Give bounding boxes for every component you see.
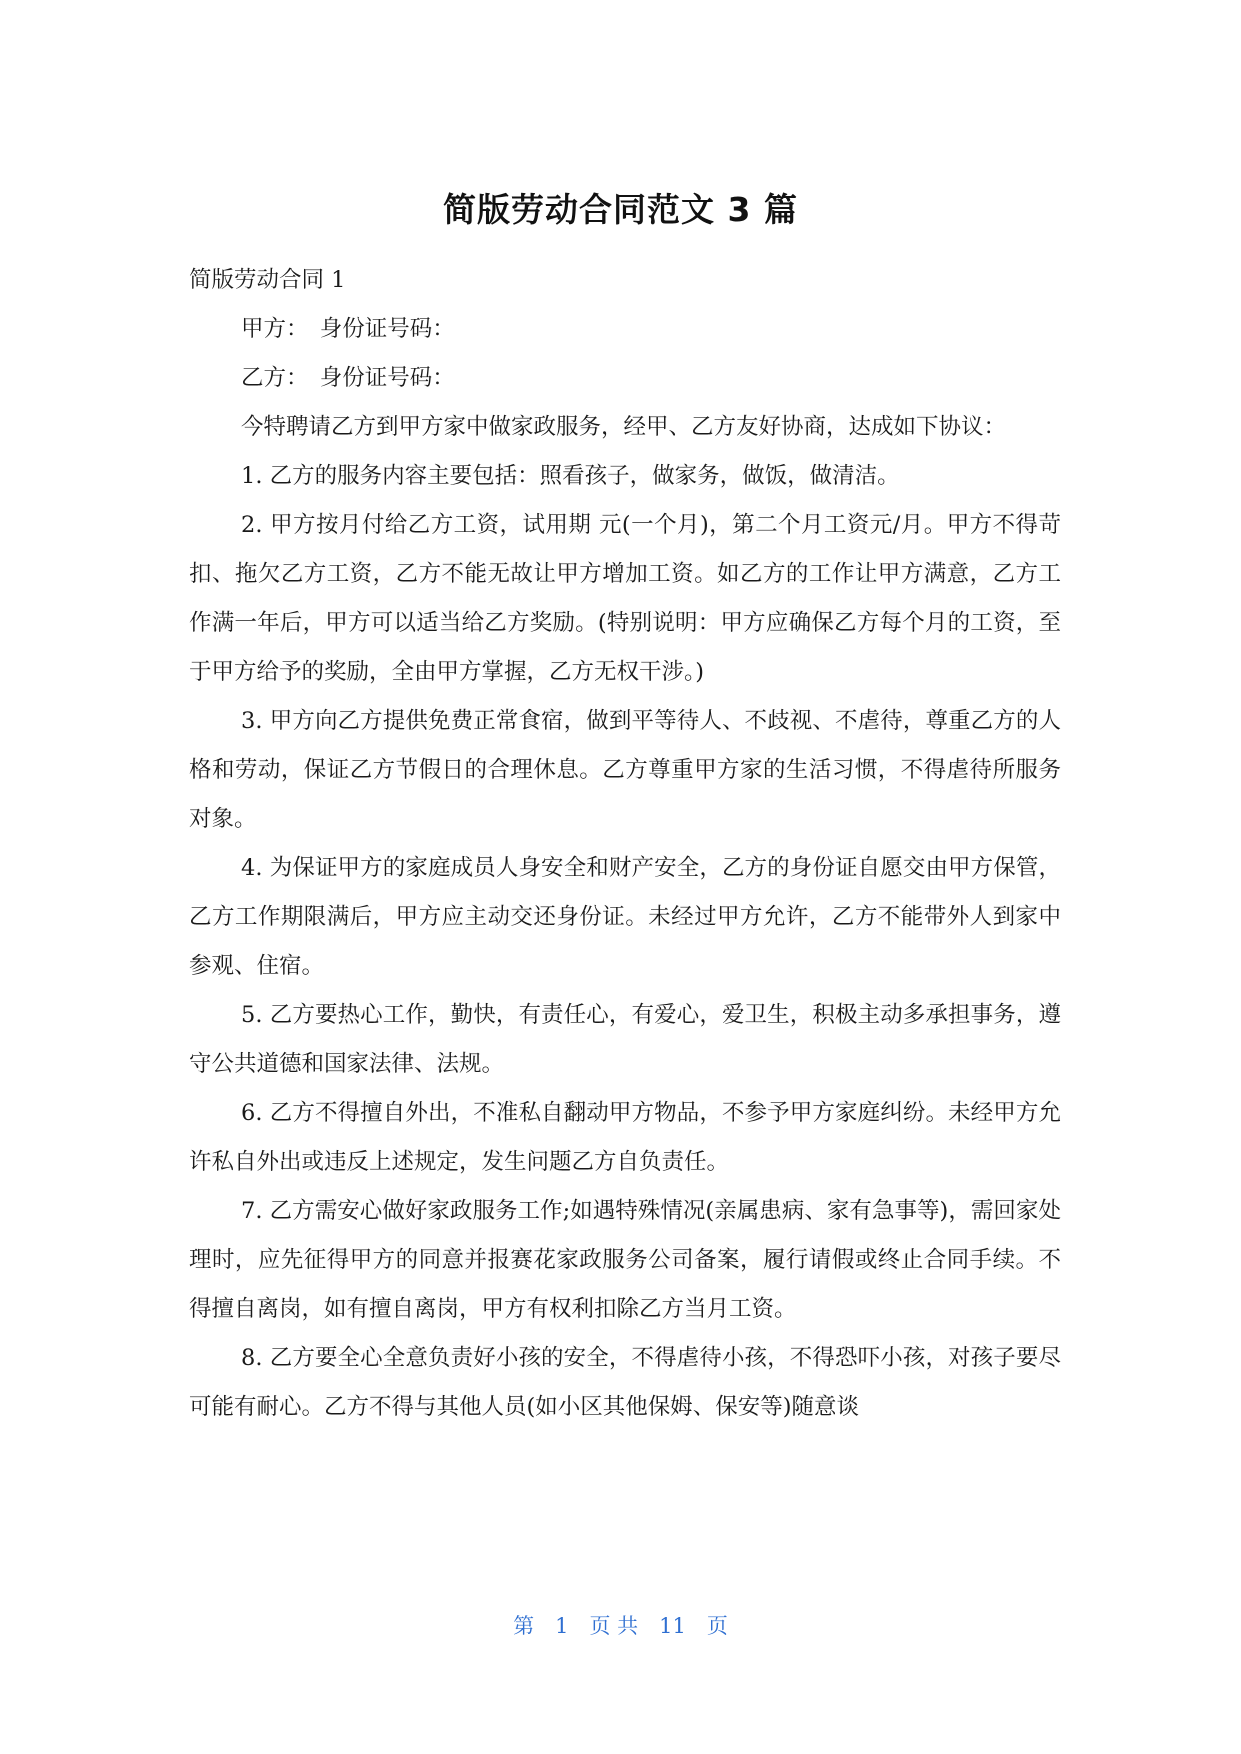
clause-1: 1. 乙方的服务内容主要包括：照看孩子，做家务，做饭，做清洁。 — [241, 463, 900, 489]
clause-5: 5. 乙方要热心工作，勤快，有责任心，有爱心，爱卫生，积极主动多承担事务，遵守公共道德和国家法律、法规。 — [189, 1002, 1061, 1077]
section-heading: 简版劳动合同 1 — [189, 267, 346, 293]
preamble-paragraph: 今特聘请乙方到甲方家中做家政服务，经甲、乙方友好协商，达成如下协议： — [241, 414, 1007, 440]
page-number-footer: 第 1 页 共 11 页 — [513, 1614, 728, 1638]
document-body — [189, 256, 1061, 1432]
clause-4: 4. 为保证甲方的家庭成员人身安全和财产安全，乙方的身份证自愿交由甲方保管，乙方工作期限满后，甲方应主动交还身份证。未经过甲方允许，乙方不能带外人到家中参观、住宿。 — [189, 855, 1061, 979]
clause-8: 8. 乙方要全心全意负责好小孩的安全，不得虐待小孩，不得恐吓小孩，对孩子要尽可能有耐心。乙方不得与其他人员(如小区其他保姆、保安等)随意谈 — [189, 1345, 1061, 1420]
clause-6: 6. 乙方不得擅自外出，不准私自翻动甲方物品，不参予甲方家庭纠纷。未经甲方允许私自外出或违反上述规定，发生问题乙方自负责任。 — [189, 1100, 1061, 1175]
party-b-line: 乙方： 身份证号码： — [241, 365, 455, 391]
party-a-line: 甲方： 身份证号码： — [241, 316, 455, 342]
clause-7: 7. 乙方需安心做好家政服务工作;如遇特殊情况(亲属患病、家有急事等)，需回家处理时，应先征得甲方的同意并报赛花家政服务公司备案，履行请假或终止合同手续。不得擅自离岗，如有擅自离岗，甲方有权利扣除乙方当月工资。 — [189, 1198, 1061, 1322]
clause-3: 3. 甲方向乙方提供免费正常食宿，做到平等待人、不歧视、不虐待，尊重乙方的人格和劳动，保证乙方节假日的合理休息。乙方尊重甲方家的生活习惯，不得虐待所服务对象。 — [189, 708, 1061, 832]
document-title: 简版劳动合同范文 3 篇 — [443, 190, 798, 229]
clause-2: 2. 甲方按月付给乙方工资，试用期 元(一个月)，第二个月工资元/月。甲方不得苛扣、拖欠乙方工资，乙方不能无故让甲方增加工资。如乙方的工作让甲方满意，乙方工作满一年后，甲方可以适当给乙方奖励。(特别说明：甲方应确保乙方每个月的工资，至于甲方给予的奖励，全由甲方掌握，乙方无权干涉。) — [189, 512, 1061, 685]
